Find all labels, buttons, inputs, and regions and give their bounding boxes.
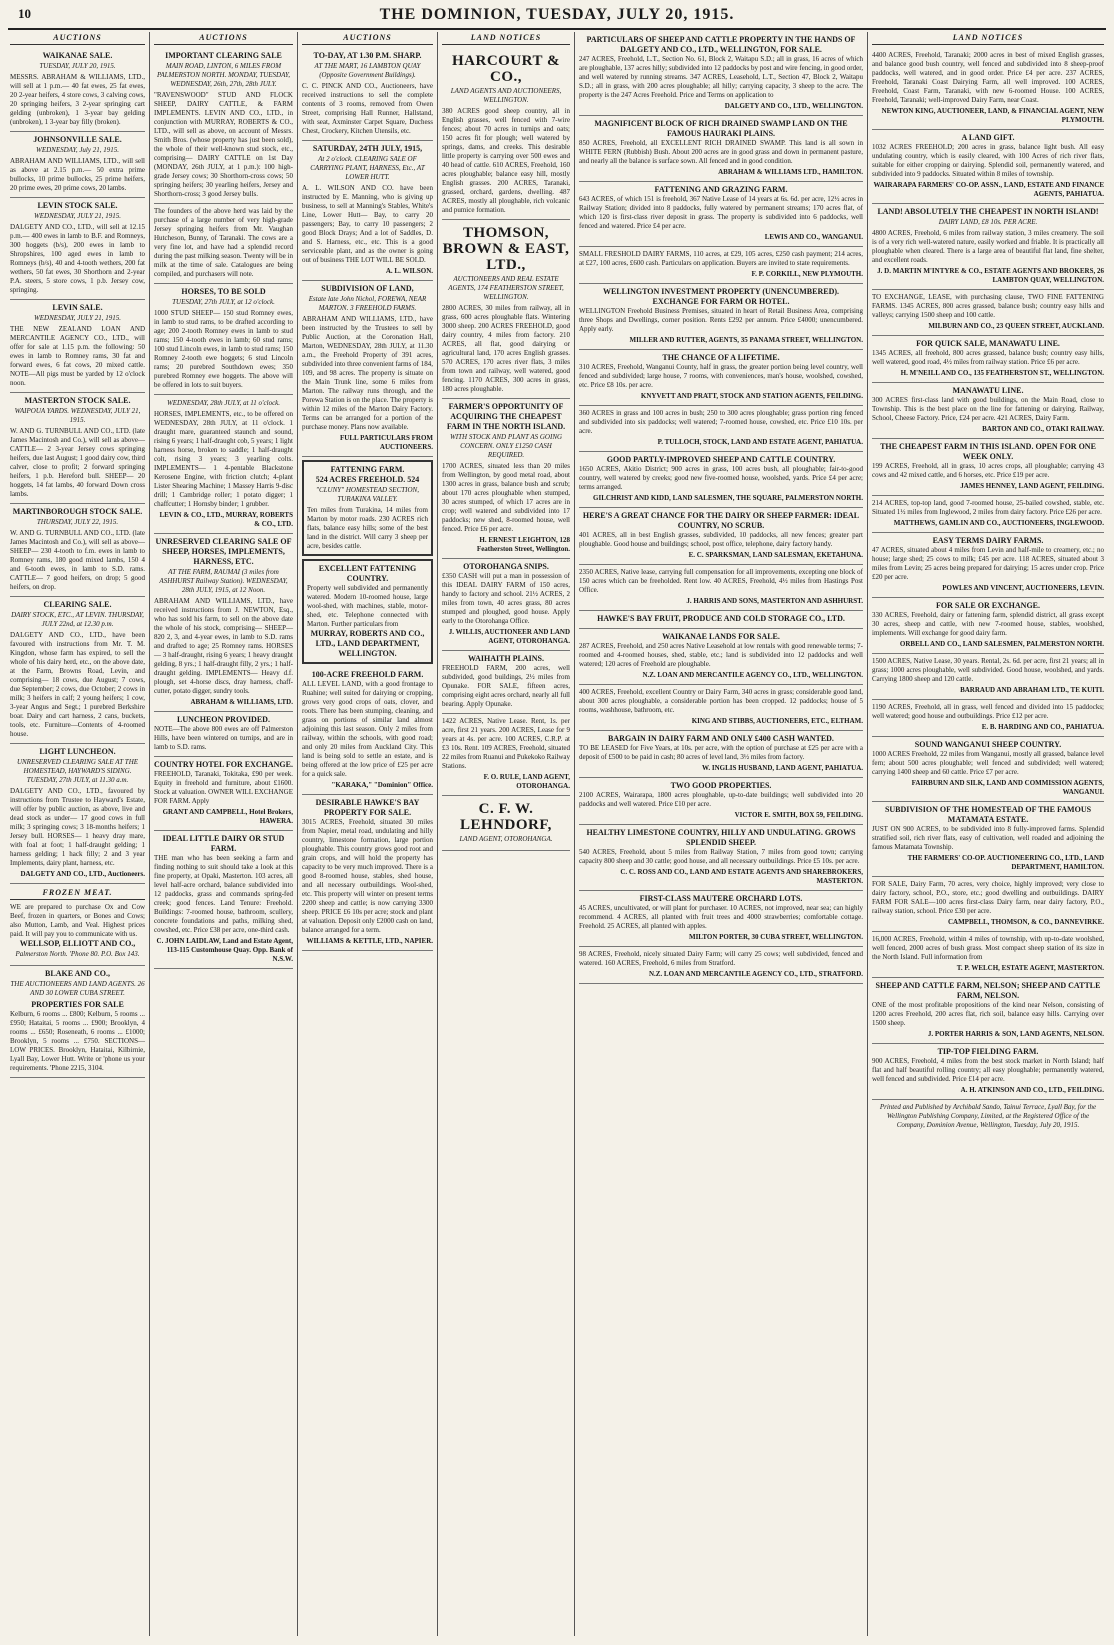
ad-body: W. AND G. TURNBULL AND CO., LTD. (late James Macintosh and Co.), will sell as above— CATTLE— 2 3-year Jersey cows springing heifers, due last August; 1 good dairy cow, third calver, close to profit; 2 forward springing heifers, 1 p.b. Hereford bull. SHEEP— 20 hoggets, 14 fat lambs, 40 forward Down cross lambs. — [10, 427, 145, 498]
advertisement — [579, 247, 863, 284]
ad-title: C. F. W. LEHNDORF, — [460, 801, 552, 833]
ad-signature: A. L. WILSON. — [385, 267, 433, 275]
ad-signature: MILTON PORTER, 30 CUBA STREET, WELLINGTON. — [688, 933, 863, 941]
ad-body: 380 ACRES good sheep country, all in English grasses, well fenced with 7-wire fences; about 70 acres in turnips and oats; 150 acres fit for plough; well watered by springs, dams, and creeks. This desirable little property is carrying over 500 ewes and 40 head of cattle. 610 ACRES, Freehold, 160 acres ploughable; balance easy hill, mostly English grasses. 200 ACRES, Taranaki, grassed, orchard, gardens, dwelling. 487 ACRES, mostly all ploughable, rich volcanic and pumice formation. — [442, 107, 570, 214]
ad-body: WE are prepared to purchase Ox and Cow Beef, frozen in quarters, or Bones and Cows; also Mutton, Lamb, and Veal. Highest prices paid. It will pay you to communicate with us. — [10, 903, 145, 938]
ad-signature: GRANT AND CAMPBELL, Hotel Brokers, HAWERA. — [162, 808, 293, 825]
ad-subtitle: AT THE MART, 16 LAMBTON QUAY (Opposite Government Buildings). — [314, 62, 421, 79]
ad-title: UNRESERVED CLEARING SALE OF SHEEP, HORSES, IMPLEMENTS, HARNESS, ETC. — [155, 537, 292, 566]
ad-signature: H. M'NEILL AND CO., 135 FEATHERSTON ST., WELLINGTON. — [900, 369, 1104, 377]
ad-signature: N.Z. LOAN AND MERCANTILE AGENCY CO., LTD., WELLINGTON. — [642, 671, 863, 679]
ad-body: 3015 ACRES, Freehold, situated 30 miles from Napier, metal road, undulating and hilly country, limestone formation, large portion ploughable. This country grows good root and grain crops, and will hold the property has capacity to be very much improved. There is a good 8-roomed house, stables, shed house, and all necessary outbuildings. Wool-shed, etc. This property will winter on present terms 2200 sheep and cattle; is now carrying 3300 sheep. PRICE £6 10s per acre; stock and plant at valuation. Deposit only £2000 cash on land, balance arranged for a term. — [302, 818, 433, 934]
ad-title: SATURDAY, 24TH JULY, 1915, — [312, 144, 423, 153]
column-heading: AUCTIONS — [10, 32, 145, 45]
ad-title: FATTENING AND GRAZING FARM. — [654, 185, 788, 194]
ad-signature: DALGETY AND CO., LTD., Auctioneers. — [20, 870, 145, 878]
ad-title: WELLINGTON INVESTMENT PROPERTY (UNENCUMBERED). EXCHANGE FOR FARM OR HOTEL. — [602, 287, 840, 306]
advertisement — [442, 714, 570, 796]
advertisement — [872, 737, 1104, 802]
ad-title: THOMSON, BROWN & EAST, LTD., — [442, 225, 570, 273]
ad-subtitle: LAND AGENTS AND AUCTIONEERS, WELLINGTON. — [450, 87, 562, 104]
ad-heading: PROPERTIES FOR SALE — [31, 1000, 124, 1009]
advertisement — [872, 978, 1104, 1044]
ad-body: ABRAHAM AND WILLIAMS, LTD., have been instructed by the Trustees to sell by Public Auction, at the Coronation Hall, Marton, WEDNESDAY, 28th JULY, at 11.30 a.m., the Freehold Property of 391 acres, subdivided into three convenient farms of 184, 109, and 98 acres. The property is situate on the Main Trunk line, some 6 miles from Marton. The railway runs through, and the Porewa Station is on the place. The property is within 12 miles of the Marton Dairy Factory. Terms can be arranged for a portion of the purchase money. Plans now available. — [302, 315, 433, 431]
ad-title: 100-ACRE FREEHOLD FARM. — [311, 670, 424, 679]
ad-subtitle: WEDNESDAY, 28th JULY, at 11 o'clock. — [166, 399, 281, 407]
ad-signature: KNYVETT AND PRATT, STOCK AND STATION AGENTS, FEILDING. — [640, 392, 863, 400]
printer-imprint: Printed and Published by Archibald Sando, Tainui Terrace, Lyall Bay, for the Wellington Publishing Company, Limited, at the Registered Office of the Company, Dominion Avenue, Wellington, Tuesday, July 20, 1915. — [879, 1103, 1097, 1129]
ad-signature: E. C. SPARKSMAN, LAND SALESMAN, EKETAHUNA. — [688, 551, 863, 559]
advertisement — [442, 220, 570, 399]
ad-title: MANAWATU LINE. — [952, 386, 1024, 395]
ad-signature: WAIRARAPA FARMERS' CO-OP. ASSN., LAND, ESTATE AND FINANCE AGENTS, PAHIATUA. — [873, 181, 1104, 198]
advertisement — [872, 700, 1104, 737]
ad-subtitle: WEDNESDAY, JULY 21, 1915. — [33, 212, 122, 220]
ad-signature: J. WILLIS, AUCTIONEER AND LAND AGENT, OTOROHANGA. — [448, 628, 570, 645]
advertisement — [872, 598, 1104, 654]
ad-title: SHEEP AND CATTLE FARM, NELSON; SHEEP AND CATTLE FARM, NELSON. — [875, 981, 1101, 1000]
ad-title: LUNCHEON PROVIDED. — [177, 715, 270, 724]
ad-address: Palmerston North. 'Phone 80. P.O. Box 143. — [15, 950, 140, 958]
ad-title: SUBDIVISION OF THE HOMESTEAD OF THE FAMOUS MATAMATA ESTATE. — [884, 805, 1092, 824]
ad-signature: P. TULLOCH, STOCK, LAND AND ESTATE AGENT, PAHIATUA. — [657, 438, 863, 446]
ad-body: 2800 ACRES, 30 miles from railway, all in grass, 600 acres ploughable flats. Wintering 3000 sheep. 200 ACRES FREEHOLD, good dairy country, 4 miles from factory. 210 ACRES, all flat, good dairying or agricultural land, 170 acres English grasses. 570 ACRES, 170 acres river flats, 3 miles from town and railway, well watered, good fencing. 1170 ACRES, 300 acres in grass, 180 acres ploughable. — [442, 304, 570, 393]
column-heading: LAND NOTICES — [872, 32, 1104, 45]
ad-title: BARGAIN IN DAIRY FARM AND ONLY £400 CASH WANTED. — [608, 734, 834, 743]
advertisement — [10, 884, 145, 966]
ad-signature: JAMES HENNEY, LAND AGENT, FEILDING. — [960, 482, 1104, 490]
advertisement — [154, 204, 293, 284]
ad-title: OTOROHANGA SNIPS. — [463, 562, 549, 571]
advertisement — [872, 204, 1104, 290]
ad-body: 310 ACRES, Freehold, Wanganui County, half in grass, the greater portion being level country, well fenced and subdivided; large house, 7 rooms, with conveniences, man's house, woolshed, cowshed, etc. Price £8 10s. per acre. — [579, 363, 863, 389]
ad-body: Property well subdivided and permanently watered. Modern 10-roomed house, large wool-shed, with machines, stable, motor-shed, etc. Telephone connected with Marton. Further particulars from — [307, 584, 428, 628]
ad-body: A. L. WILSON AND CO. have been instructed by E. Manning, who is giving up business, to sell at Manning's Stables, White's Line, Lower Hutt— Bay, to carry 20 passengers; Bay, to carry 10 passengers; 2 good Block Drays; And a lot of Saddles, D. and S. Harness, etc., etc. This is a good serviceable plant, and as the owner is going out of business THE LOT WILL BE SOLD. — [302, 184, 433, 264]
advertisement — [442, 399, 570, 559]
ad-body: 540 ACRES, Freehold, about 5 miles from Railway Station, 7 miles from good town; carrying capacity 800 sheep and 30 cattle; good house, and all necessary outbuildings. Price £5 10s. per acre. — [579, 848, 863, 865]
ad-title: SUBDIVISION OF LAND, — [321, 284, 414, 293]
ad-subtitle: THURSDAY, JULY 22, 1915. — [36, 518, 119, 526]
advertisement — [872, 654, 1104, 700]
ad-signature: MATTHEWS, GAMLIN AND CO., AUCTIONEERS, INGLEWOOD. — [893, 519, 1104, 527]
advertisement — [579, 284, 863, 350]
ad-body: SMALL FRESHOLD DAIRY FARMS, 110 acres, at £29, 105 acres, £250 cash payment; 214 acres, at £27, 100 acres, £600 cash. Particulars on application. Buyers are invited to state requirements. — [579, 250, 863, 267]
advertisement — [442, 559, 570, 651]
advertisement — [10, 597, 145, 744]
advertisement — [154, 284, 293, 395]
ad-body: 287 ACRES, Freehold, and 250 acres Native Leasehold at low rentals with good renewable terms; 7-roomed and 4-roomed houses, shed, stable, etc.; land is subdivided into 12 paddocks and well watered; 120 acres of Freehold are ploughable. — [579, 642, 863, 668]
ad-signature: T. P. WELCH, ESTATE AGENT, MASTERTON. — [956, 964, 1104, 972]
ad-title: CLEARING SALE. — [43, 600, 112, 609]
ad-title: FOR QUICK SALE, MANAWATU LINE. — [916, 339, 1060, 348]
advertisement — [579, 685, 863, 731]
ad-signature: ORBELL AND CO., LAND SALESMEN, PALMERSTON NORTH. — [899, 640, 1104, 648]
advertisement — [579, 452, 863, 508]
advertisement — [872, 383, 1104, 439]
ad-signature: F. O. RULE, LAND AGENT, OTOROHANGA. — [483, 773, 570, 790]
advertisement — [872, 1044, 1104, 1100]
ad-signature: MILLER AND RUTTER, AGENTS, 35 PANAMA STREET, WELLINGTON. — [629, 336, 863, 344]
ad-signature: ABRAHAM & WILLIAMS, LTD. — [190, 698, 293, 706]
ad-signature: NEWTON KING, AUCTIONEER, LAND, & FINANCIAL AGENT, NEW PLYMOUTH. — [881, 107, 1104, 124]
ad-body: 4400 ACRES, Freehold, Taranaki; 2000 acres in best of mixed English grasses, and balance good bush country, well fenced and subdivided into 8 sheep-proof paddocks, well watered, and in good order. Price £4 per acre. 237 ACRES, Freehold, Taranaki Coast Dairying Farm, all well improved. 100 ACRES, Freehold, Coast Farm, Taranaki, with new 6-roomed House. 100 ACRES, Freehold, Taranaki; well-improved Dairy Farm, near Coast. — [872, 51, 1104, 104]
ad-signature: DALGETY AND CO., LTD., WELLINGTON. — [724, 102, 863, 110]
ad-company: MURRAY, ROBERTS AND CO., LTD., LAND DEPARTMENT, WELLINGTON. — [310, 629, 425, 658]
ad-title: HORSES, TO BE SOLD — [181, 287, 266, 296]
ad-body: MESSRS. ABRAHAM & WILLIAMS, LTD., will sell at 1 p.m.— 40 fat ewes, 25 fat ewes, 20 2-year heifers, 4 store cows, 3 calving cows, 20 springing heifers, 3 2-year springing cart gelding (unbroken), 1 3-year bay gelding (unbroken), 1 3-year bay filly (broken). — [10, 73, 145, 126]
ad-subtitle: WEDNESDAY, July 21, 1915. — [36, 146, 119, 154]
ad-signature: "KARAKA," "Dominion" Office. — [331, 781, 433, 789]
advertisement — [302, 141, 433, 281]
advertisement — [302, 281, 433, 457]
ad-body: TO BE LEASED for Five Years, at 10s. per acre, with the option of purchase at £25 per acre with a deposit of £500 to be paid in cash; 80 acres of level land, 3½ miles from factory. — [579, 744, 863, 761]
advertisement — [154, 534, 293, 712]
advertisement — [872, 877, 1104, 932]
advertisement — [872, 802, 1104, 877]
ad-signature: BARRAUD AND ABRAHAM LTD., TE KUITI. — [960, 686, 1104, 694]
ad-body: 45 ACRES, uncultivated, or will plant for purchaser. 10 ACRES, not improved, near sea; can highly recommend. 4 ACRES, all planted with fruit trees and 4000 strawberries; comfortable cottage. Freehold. 25 ACRES, all planted with apples. — [579, 904, 863, 930]
ad-body: 1422 ACRES, Native Lease. Rent, 1s. per acre, first 21 years. 200 ACRES, Lease for 9 years at 4s. per acre. 100 ACRES, C.R.P. at £3 10s. Rent. 109 ACRES, Freehold, situated 22 miles from Ruanui and Pukekoko Railway Stations. — [442, 717, 570, 770]
ad-title: FARMER'S OPPORTUNITY OF ACQUIRING THE CHEAPEST FARM IN THE NORTH ISLAND. — [446, 402, 566, 431]
ad-body: 2100 ACRES, Wairarapa, 1800 acres ploughable, up-to-date buildings; well subdivided into 20 paddocks and well watered. Price £10 per acre. — [579, 791, 863, 808]
ad-body: ABRAHAM AND WILLIAMS, LTD., will sell as above at 2.15 p.m.— 50 extra prime bullocks, 10 prime bullocks, 25 prime heifers, 20 prime ewes, 20 prime cows, 20 lambs. — [10, 157, 145, 192]
ad-signature: KING AND STIBBS, AUCTIONEERS, ETC., ELTHAM. — [691, 717, 863, 725]
advertisement — [872, 932, 1104, 978]
advertisement — [302, 48, 433, 141]
masthead-rule — [8, 28, 1106, 30]
advertisement — [579, 778, 863, 825]
ad-signature: J. PORTER HARRIS & SON, LAND AGENTS, NELSON. — [927, 1030, 1104, 1038]
ad-body: 1500 ACRES, Native Lease, 30 years. Rental, 2s. 6d. per acre, first 21 years; all in grass; 1000 acres ploughable, well subdivided. Good house, woolshed, and yards. Carrying 1800 sheep and 120 cattle. — [872, 657, 1104, 683]
ad-title: LEVIN STOCK SALE. — [37, 201, 118, 210]
ad-body: 1190 ACRES, Freehold, all in grass, well fenced and divided into 15 paddocks; well watered; good house and outbuildings. Price £12 per acre. — [872, 703, 1104, 720]
ad-subtitle: MAIN ROAD, LINTON, 6 MILES FROM PALMERSTON NORTH. MONDAY, TUESDAY, WEDNESDAY, 26th, 27th, 28th JULY. — [156, 62, 291, 88]
newspaper-column — [6, 32, 150, 1636]
advertisement — [872, 336, 1104, 383]
advertisement — [872, 130, 1104, 204]
ad-title: IMPORTANT CLEARING SALE — [165, 51, 282, 60]
ad-body: FOR SALE, Dairy Farm, 70 acres, very choice, highly improved; very close to dairy factory, school, P.O., store, etc.; good dwelling and outbuildings. DAIRY FARM FOR SALE—100 acres first-class Dairy farm, near dairy factory, P.O., railway station, school. Price £30 per acre. — [872, 880, 1104, 915]
ad-title: WAIHAITH PLAINS. — [467, 654, 544, 663]
ad-signature: J. D. MARTIN M'INTYRE & CO., ESTATE AGENTS AND BROKERS, 26 LAMBTON QUAY, WELLINGTON. — [877, 267, 1104, 284]
ad-body: 1032 ACRES FREEHOLD; 200 acres in grass, balance light bush. All easy undulating country, which is easily cleared, with 100 Acres of rich river flats, suitable for either cropping or dairying. Splendid soil, permanently watered, and subdivided into 9 paddocks. Situated within 8 miles of township. — [872, 143, 1104, 178]
ad-body: £350 CASH will put a man in possession of this IDEAL DAIRY FARM of 150 acres, handy to factory and school. 21½ ACRES, 2 miles from town, 40 acres grass, 80 acres stumped and ploughed, good house. Apply early to the Otorohanga Office. — [442, 572, 570, 625]
ad-subtitle: Estate late John Nichol, FOREWA, NEAR MARTON. 3 FREEHOLD FARMS. — [308, 295, 427, 312]
ad-body: Kelburn, 6 rooms ... £800; Kelburn, 5 rooms ... £950; Hataitai, 5 rooms ... £900; Brooklyn, 4 rooms ... £650; Roseneath, 6 rooms ... £1000; Brooklyn, 5 rooms ... £750. SECTIONS—LOW PRICES. Brooklyn, Hataitai, Kilbirnie, Lyall Bay, Lower Hutt. Write or 'phone us your requirements. 'Phone 2215, 3104. — [10, 1010, 145, 1072]
advertisement — [10, 132, 145, 198]
ad-title: LEVIN SALE. — [52, 303, 103, 312]
ad-signature: J. HARRIS AND SONS, MASTERTON AND ASHHURST. — [686, 597, 863, 605]
masthead — [0, 0, 1114, 30]
advertisement — [579, 629, 863, 685]
advertisement — [872, 496, 1104, 533]
boxed-advertisement — [302, 559, 433, 664]
advertisement — [10, 198, 145, 300]
ad-body: WELLINGTON Freehold Business Premises, situated in heart of Retail Business Area, comprising three Shops and Dwellings, corner position. Rents £292 per annum. Price £4000; unencumbered. Apply early. — [579, 307, 863, 333]
advertisement — [10, 300, 145, 393]
ad-title: SOUND WANGANUI SHEEP COUNTRY. — [914, 740, 1062, 749]
ad-title: JOHNSONVILLE SALE. — [33, 135, 122, 144]
advertisement — [10, 393, 145, 504]
column-heading: AUCTIONS — [302, 32, 433, 45]
ad-signature: VICTOR E. SMITH, BOX 59, FEILDING. — [734, 811, 863, 819]
ad-body: 900 ACRES, Freehold, 4 miles from the best stock market in North Island; half flat and half beautiful rolling country; all easy ploughable; permanently watered, well fenced and subdivided. Price £14 per acre. — [872, 1057, 1104, 1083]
advertisement — [579, 116, 863, 182]
ad-body: 401 ACRES, all in best English grasses, subdivided, 10 paddocks, all new fences; greater part ploughable. Good house and buildings; school, post office, telephone, dairy factory handy. — [579, 531, 863, 548]
ad-body: 1700 ACRES, situated less than 20 miles from Wellington, by good metal road, about 1300 acres in grass, balance bush and scrub; about 170 acres ploughable when stumped, 30 acres stumped, of which 17 acres are in crop; well watered and subdivided into 17 paddocks; new shed, 8-roomed house, well fenced. Price £6 per acre. — [442, 462, 570, 533]
advertisement — [579, 32, 863, 116]
ad-body: C. C. PINCK AND CO., Auctioneers, have received instructions to sell the complete contents of 3 rooms, removed from Owen Street, comprising Hall Runner, Hallstand, with seat, Axminster Carpet Square, Duchess Chest, Crockery, Kitchen Utensils, etc. — [302, 82, 433, 135]
ad-body: DALGETY AND CO., LTD., have been favoured with instructions from Mr. T. M. Kingdon, whose farm has expired, to sell the whole of his dairy herd, etc., on the above date, at the Farm, Browns Road, Levin, and comprising— 18 cows, due August; 7 cows, due September; 2 cows, due October; 2 cows in milk; 3 heifers in calf; 2 young heifers; 1 cow, 3-year Angus and Segt.; 1 purebred Berkshire boar. Dairy and cart harness, 2 cans, buckets, tools, etc. Furniture—Contents of 4-roomed house. — [10, 631, 145, 738]
ad-body: W. AND G. TURNBULL AND CO., LTD. (late James Macintosh and Co.), will sell as above— SHEEP— 230 4-tooth to f.m. ewes in lamb to Romney rams, 180 good mixed lambs, 150 4 and 6-tooth ewes, in lamb to S.D. rams. CATTLE— 7 good heifers, on drop; 5 good heifers, on drop. — [10, 529, 145, 591]
ad-signature: ABRAHAM & WILLIAMS LTD., HAMILTON. — [718, 168, 863, 176]
advertisement — [442, 651, 570, 714]
ad-body: 643 ACRES, of which 151 is freehold, 367 Native Lease of 14 years at 6s. 6d. per acre, 12½ acres in Railway Station; divided into 8 paddocks, fully watered by permanent streams; 170 acres flat, of which 120 is first-class river deposit in grass. The property is subdivided into 6 paddocks, well fenced and watered. Price £4 per acre. — [579, 195, 863, 230]
ad-signature: LEWIS AND CO., WANGANUI. — [764, 233, 863, 241]
ad-signature: BARTON AND CO., OTAKI RAILWAY. — [982, 425, 1104, 433]
advertisement — [579, 891, 863, 947]
ad-body: 330 ACRES, Freehold, dairy or fattening farm, splendid district, all grass except 30 acres, sheep and cattle, with new 7-roomed house, stables, woolshed, implements. Will exchange for good dairy farm. — [872, 611, 1104, 637]
ad-title: LAND! ABSOLUTELY THE CHEAPEST IN NORTH ISLAND! — [877, 207, 1099, 216]
boxed-advertisement — [302, 460, 433, 556]
advertisement — [10, 48, 145, 132]
newspaper-column — [150, 32, 298, 1636]
ad-title: FATTENING FARM. — [330, 465, 405, 474]
advertisement — [154, 831, 293, 969]
ad-title: THE CHEAPEST FARM IN THIS ISLAND. OPEN FOR ONE WEEK ONLY. — [880, 442, 1096, 461]
ad-title: MARTINBOROUGH STOCK SALE. — [12, 507, 143, 516]
ad-body: 1000 ACRES Freehold, 22 miles from Wanganui, mostly all grassed, balance level fern; about 500 acres ploughable; well fenced and subdivided; well watered; carrying 1400 sheep and 60 cattle. Price £7 per acre. — [872, 750, 1104, 776]
ad-title: BLAKE AND CO., — [45, 969, 110, 978]
ad-title: FIRST-CLASS MAUTERE ORCHARD LOTS. — [639, 894, 803, 903]
ad-body: TO EXCHANGE, LEASE, with purchasing clause, TWO FINE FATTENING FARMS. 1345 ACRES, 800 acres grassed, balance bush; country easy hills and valleys; carrying 1500 sheep and 100 cattle. — [872, 293, 1104, 319]
advertisement — [872, 290, 1104, 336]
advertisement — [579, 731, 863, 778]
ad-title: A LAND GIFT. — [961, 133, 1015, 142]
ad-subtitle: LAND AGENT, OTOROHANGA. — [459, 835, 553, 843]
page-number: 10 — [18, 6, 31, 21]
ad-subtitle: "CLUNY" HOMESTEAD SECTION, TURAKINA VALLEY. — [316, 486, 419, 503]
ad-signature: MILBURN AND CO., 23 QUEEN STREET, AUCKLAND. — [928, 322, 1104, 330]
advertisement — [154, 48, 293, 204]
ad-body: 47 ACRES, situated about 4 miles from Levin and half-mile to creamery, etc.; no house; large shed; 25 cows to milk; £45 per acre. 118 ACRES, situated about 3 miles from Levin; 25 acres being prepared for dairying; 15 acres under crop. Price £20 per acre. — [872, 546, 1104, 581]
ad-title: TIP-TOP FIELDING FARM. — [937, 1047, 1039, 1056]
ad-title: COUNTRY HOTEL FOR EXCHANGE. — [154, 760, 293, 769]
ad-signature: POWLES AND VINCENT, AUCTIONEERS, LEVIN. — [942, 584, 1104, 592]
ad-title: IDEAL LITTLE DAIRY OR STUD FARM. — [162, 834, 285, 853]
ad-subtitle: AT THE FARM, RAUMAI (3 miles from ASHHURST Railway Station). WEDNESDAY, 28th JULY, 1915, at 12 Noon. — [159, 568, 288, 594]
ad-body: 300 ACRES first-class land with good buildings, on the Main Road, close to Township. This is the best place on the line for fattening or dairying. Railway, School, Cheese Factory. Price, £24 per acre. 421 ACRES, Dairy Farm. — [872, 396, 1104, 422]
ad-signature: N.Z. LOAN AND MERCANTILE AGENCY CO., LTD., STRATFORD. — [648, 970, 863, 978]
ad-body: 360 ACRES in grass and 100 acres in bush; 250 to 300 acres ploughable; grass portion ring fenced and subdivided into six paddocks; well watered; 7-roomed house, cowshed, etc. Price £10 10s. per acre. — [579, 409, 863, 435]
ad-title: THE CHANCE OF A LIFETIME. — [662, 353, 780, 362]
ad-subtitle: THE AUCTIONEERS AND LAND AGENTS. 26 AND 30 LOWER CUBA STREET. — [10, 980, 145, 997]
ad-title: EXCELLENT FATTENING COUNTRY. — [318, 564, 417, 583]
ad-body: The founders of the above herd was laid by the purchase of a large number of very high-grade Jersey springing heifers from Mr. Vaughan Hutcheson, Bunny, of Taranaki. The cows are a very fine lot, and have had a splendid record during the past milking season. Twenty will be in milk at the time of sale. Catalogues are being compiled, and purchasers will note. — [154, 207, 293, 278]
ad-body: 98 ACRES, Freehold, nicely situated Dairy Farm; will carry 25 cows; well subdivided, fenced and watered. 160 ACRES, Freehold, 6 miles from Stratford. — [579, 950, 863, 967]
ad-subtitle: WEDNESDAY, JULY 21, 1915. — [33, 314, 122, 322]
ad-signature: LEVIN & CO., LTD., MURRAY, ROBERTS & CO., LTD. — [159, 511, 293, 528]
advertisement — [10, 504, 145, 597]
ad-subtitle: UNRESERVED CLEARING SALE AT THE HOMESTEAD, HAYWARD'S SIDING. TUESDAY, 27th JULY, at 11.30 a.m. — [16, 758, 139, 784]
newspaper-column — [575, 32, 868, 1636]
section-heading: FROZEN MEAT. — [10, 887, 145, 900]
ad-title: TWO GOOD PROPERTIES. — [670, 781, 772, 790]
ad-title: HAWKE'S BAY FRUIT, PRODUCE AND COLD STORAGE CO., LTD. — [597, 614, 845, 623]
ad-title: WAIKANAE SALE. — [42, 51, 113, 60]
ad-title: HEALTHY LIMESTONE COUNTRY, HILLY AND UNDULATING. GROWS SPLENDID SHEEP. — [586, 828, 856, 847]
ad-body: HORSES, IMPLEMENTS, etc., to be offered on WEDNESDAY, 28th JULY, at 11 o'clock. 1 draught mare, guaranteed staunch and sound, rising 6 years; 1 half-draught cob, 5 years; 1 light harness horse, broken to saddle; 1 half-draught colt, rising 3 years; 3 yearling colts. IMPLEMENTS— 1 4-pentable Blackstone Kerosene Engine, with friction clutch; 4-plant Lister Shearing Machine; 1 Massey Harris 9-disc drill; 1 Cambridge roller; 1 potato digger; 1 chaffcutter; 1 Hornsby binder; 1 grubber. — [154, 410, 293, 508]
newspaper-column — [298, 32, 438, 1636]
ad-subtitle: DAIRY STOCK, ETC., AT LEVIN. THURSDAY, JULY 22nd, at 12.30 p.m. — [11, 611, 144, 628]
advertisement — [579, 406, 863, 452]
ad-body: "RAVENSWOOD" STUD AND FLOCK SHEEP, DAIRY CATTLE, & FARM IMPLEMENTS. LEVIN AND CO., LTD., in conjunction with MURRAY, ROBERTS & CO., LTD., will sell as above, on account of Messrs. Smith Bros. (whose property has just been sold), the whole of their well-known stud stock, etc., comprising— DAIRY CATTLE on 1st Day (MONDAY, 26th JULY, at 1 p.m.): 100 high-grade Jersey cows; 30 Shorthorn-cross cows; 50 springing heifers; 30 yearling heifers, Jersey and Shorthorn-cross; 3 good Jersey bulls. — [154, 91, 293, 198]
ad-body: 400 ACRES, Freehold, excellent Country or Dairy Farm, 340 acres in grass; considerable good land, about 300 acres ploughable, a considerable portion has been cropped. 12 paddocks; house of 5 rooms, washhouse, bathroom, etc. — [579, 688, 863, 714]
ad-body: 199 ACRES, Freehold, all in grass, 10 acres crops, all ploughable; carrying 43 cows and 42 mixed cattle, and 6 horses, etc. Price £19 per acre. — [872, 462, 1104, 479]
ad-body: ABRAHAM AND WILLIAMS, LTD., have received instructions from J. NEWTON, Esq., who has sold his farm, to sell on the above date the whole of his stock, comprising— SHEEP— 820 2, 3, and 4-year ewes, in lamb to S.D. rams and drafted to age; 25 Romney rams. HORSES— 3 half-draught, rising 6 years; 1 heavy draught gelding, 8 yrs.; 1 half-draught filly, 2 yrs.; 1 half-draught gelding. IMPLEMENTS— Heavy d.f. plough, set 4-horse discs, dray harness, chaff-cutter, potato digger, sundry tools. — [154, 597, 293, 695]
ad-body: JUST ON 900 ACRES, to be subdivided into 8 fully-improved farms. Splendid stratified soil, rich river flats, easy of cultivation, well roaded and adjoining the famous Matamata Township. — [872, 825, 1104, 851]
ad-body: ONE of the most profitable propositions of the kind near Nelson, consisting of 1200 acres Freehold, 200 acres flat, rich soil, balance easy hills. Carrying over 1500 sheep. — [872, 1001, 1104, 1027]
newspaper-column — [438, 32, 575, 1636]
ad-subtitle: TUESDAY, 27th JULY, at 12 o'clock. — [172, 298, 275, 306]
advertisement — [872, 439, 1104, 496]
ad-signature: C. C. ROSS AND CO., LAND AND ESTATE AGENTS AND SHAREBROKERS, MASTERTON. — [620, 868, 863, 885]
ad-title: WAIKANAE LANDS FOR SALE. — [662, 632, 780, 641]
ad-body: 2350 ACRES, Native lease, carrying full compensation for all improvements, excepting one block of 150 acres which can be freeholded. Rent low. 40 ACRES, Freehold, 4½ miles from Hastings Post Office. — [579, 568, 863, 594]
advertisement — [442, 796, 570, 851]
ad-body: FREEHOLD, Taranaki, Tokitaka, £90 per week. Equity in freehold and furniture, about £1600. Stock at valuation. OWNER WILL EXCHANGE FOR FARM. Apply — [154, 770, 293, 805]
ad-signature: CAMPBELL, THOMSON, & CO., DANNEVIRKE. — [947, 918, 1104, 926]
ad-body: 1000 STUD SHEEP— 150 stud Romney ewes, in lamb to stud rams, to be drafted according to age; 200 2-tooth Romney ewes in lamb to stud rams; 150 4-tooth ewes in lamb; 60 stud rams; 100 stud Lincoln ewes, in lamb to stud rams; 150 Romney 2-tooth ewe hoggets; 6 stud Lincoln rams; 20 purebred Southdown ewes; 350 purebred Romney ewe hoggets. The above will be offered in lots to suit buyers. — [154, 309, 293, 389]
advertisement — [579, 182, 863, 247]
advertisement — [154, 395, 293, 534]
ad-body: DALGETY AND CO., LTD., will sell at 12.15 p.m.— 400 ewes in lamb to B.F. and Romneys, 300 hoggets (b/s), 200 ewes in lamb to Shropshires, 100 aged ewes in lamb to Romneys (b/s), 40 and 4-tooth wethers, 200 fat wethers, 50 fat ewes, 30 Shorthorn and 2-year P.A. steers, 5 store cows, 1 p.b. Jersey cow, springing. — [10, 223, 145, 294]
ad-signature: H. ERNEST LEIGHTON, 128 Featherston Street, Wellington. — [476, 536, 570, 553]
ad-title: MASTERTON STOCK SALE. — [24, 396, 131, 405]
ad-title: FOR SALE OR EXCHANGE. — [935, 601, 1040, 610]
ad-subtitle: At 2 o'clock. CLEARING SALE OF CARRYING PLANT, HARNESS, Etc., AT LOWER HUTT. — [310, 155, 425, 181]
ad-title: GOOD PARTLY-IMPROVED SHEEP AND CATTLE COUNTRY. — [606, 455, 836, 464]
ad-title: LIGHT LUNCHEON. — [39, 747, 116, 756]
ad-headline: 524 ACRES FREEHOLD. 524 — [315, 475, 420, 484]
advertisement — [302, 667, 433, 795]
ad-body: 1650 ACRES, Akitio District; 900 acres in grass, 100 acres bush, all ploughable; fair-to-good country, well watered by creeks; good new five-roomed house, woolshed, yards. Price £4 per acre; terms arranged. — [579, 465, 863, 491]
advertisement — [154, 712, 293, 757]
column-heading: AUCTIONS — [154, 32, 293, 45]
advertisement — [10, 744, 145, 884]
newspaper-title: THE DOMINION, TUESDAY, JULY 20, 1915. — [379, 6, 735, 23]
ad-signature: GILCHRIST AND KIDD, LAND SALESMEN, THE SQUARE, PALMERSTON NORTH. — [593, 494, 863, 502]
ad-body: DALGETY AND CO., LTD., favoured by instructions from Trustee to Hayward's Estate, will offer by public auction, as above, live and dead stock as under— 17 good cows in full milk; 3 springing cows; 3 18-months heifers; 1 Jersey bull. HORSES— 1 heavy dray mare, with foal at foot; 1 half-draught gelding; 1 harness gelding; 1 hack filly; 2 and 3 year Implements, dairy plant, harness, etc. — [10, 787, 145, 867]
ad-title: HERE'S A GREAT CHANCE FOR THE DAIRY OR SHEEP FARMER: IDEAL COUNTRY, NO SCRUB. — [582, 511, 860, 530]
ad-signature: F. P. CORKILL, NEW PLYMOUTH. — [751, 270, 863, 278]
ad-subtitle: WAIPOUA YARDS. WEDNESDAY, JULY 21, 1915. — [14, 407, 141, 424]
ad-title: DESIRABLE HAWKE'S BAY PROPERTY FOR SALE. — [315, 798, 420, 817]
advertisement — [872, 48, 1104, 130]
ad-signature: WILLIAMS & KETTLE, LTD., NAPIER. — [306, 937, 433, 945]
newspaper-column — [868, 32, 1108, 1636]
ad-signature: THE FARMERS' CO-OP. AUCTIONEERING CO., LTD., LAND DEPARTMENT, HAMILTON. — [907, 854, 1104, 871]
advertisement — [579, 825, 863, 891]
ad-subtitle: AUCTIONEERS AND REAL ESTATE AGENTS, 174 FEATHERSTON STREET, WELLINGTON. — [448, 275, 564, 301]
advertisement — [872, 533, 1104, 598]
advertisement — [579, 350, 863, 406]
ad-body: 247 ACRES, Freehold, L.T., Section No. 61, Block 2, Waitapu S.D.; all in grass, 16 acres of which are ploughable, 137 acres hilly; subdivided into 12 paddocks by post and wire fencing, in good order, and well watered by running streams. 347 ACRES, Leasehold, L.T., Section 47, Block 2, Waitapu S.D.; all in grass, with 200 acres ploughable; all hilly; carrying capacity, 3 sheep to the acre. The property is the 247 Acres Freehold. Price and Terms on application to — [579, 55, 863, 99]
advertisement — [579, 565, 863, 611]
ad-company: WELLSOP, ELLIOTT AND CO., — [19, 939, 136, 948]
advertisement — [579, 508, 863, 565]
ad-body: THE NEW ZEALAND LOAN AND MERCANTILE AGENCY CO., LTD., will offer for sale at 1.15 p.m. the following: 50 ewes in lamb to Romney rams, 30 fat and forward ewes, 6 fat cows, 20 mixed cattle. NOTE—All pigs must be yarded by 12 o'clock noon. — [10, 325, 145, 387]
ad-title: TO-DAY, AT 1.30 P.M. SHARP. — [313, 51, 422, 60]
ad-signature: C. JOHN LAIDLAW, Land and Estate Agent, 113-115 Customhouse Quay. Opp. Bank of N.S.W. — [156, 937, 293, 963]
ad-subtitle: TUESDAY, JULY 20, 1915. — [39, 62, 116, 70]
ad-body: 214 ACRES, top-top land, good 7-roomed house, 25-bailed cowshed, stable, etc. Situated 1½ miles from Inglewood, 2 miles from dairy factory. Price £26 per acre. — [872, 499, 1104, 516]
ad-subtitle: DAIRY LAND, £8 10s. PER ACRE. — [938, 218, 1038, 226]
ad-title: PARTICULARS OF SHEEP AND CATTLE PROPERTY IN THE HANDS OF DALGETY AND CO., LTD., WELLINGTON, FOR SALE. — [586, 35, 856, 54]
ad-signature: W. INGLIS HUSBAND, LAND AGENT, PAHIATUA. — [702, 764, 863, 772]
ad-title: EASY TERMS DAIRY FARMS. — [932, 536, 1044, 545]
ad-body: ALL LEVEL LAND, with a good frontage to Ruahine; well suited for dairying or cropping, grows very good crops of oats, clover, and roots. There has been stumping, cleaning, and grass on portions of similar land almost adjoining this last season. Only 2 miles from railway, within the schools, with good road; and only 20 miles from Auckland City. This land is being sold to settle an estate, and is being offered at the low price of £25 per acre for a quick sale. — [302, 680, 433, 778]
advertisement — [579, 611, 863, 629]
ad-body: NOTE—The above 800 ewes are off Palmerston Hills, have been wintered on turnips, and are in lamb to S.D. rams. — [154, 725, 293, 751]
advertisement — [154, 757, 293, 831]
advertisement — [442, 48, 570, 220]
ad-title: HARCOURT & CO., — [452, 53, 560, 85]
ad-signature: FAIRBURN AND SILK, LAND AND COMMISSION AGENTS, WANGANUI. — [911, 779, 1104, 796]
ad-signature: A. H. ATKINSON AND CO., LTD., FEILDING. — [960, 1086, 1104, 1094]
ad-signature: E. B. HARDING AND CO., PAHIATUA. — [981, 723, 1104, 731]
advertisement — [10, 966, 145, 1078]
ad-body: THE man who has been seeking a farm and finding nothing to suit should take a look at this fine property, at Opaki, Masterton. 103 acres, all level half-acre orchard, balance subdivided into 12 paddocks, grass and commands spring-fed creek; good fences. Land Tenure: Freehold. Buildings: 7-roomed house, bathroom, scullery, concrete foundations and paths, milking shed, cowshed, etc. Price £38 per acre, one-third cash. — [154, 854, 293, 934]
ad-body: 16,000 ACRES, Freehold, within 4 miles of township, with up-to-date woolshed, well fenced, 2000 acres of bush grass. Most compact sheep station of its size in the North Island. Full information from — [872, 935, 1104, 961]
ad-body: 1345 ACRES, all freehold, 800 acres grassed, balance bush; country easy hills, well watered, good road, 4½ miles from railway station. Price £6 per acre. — [872, 349, 1104, 366]
ad-body: 4800 ACRES, Freehold, 6 miles from railway station, 3 miles creamery. The soil is of a very rich well-watered nature, easily worked and friable. It is practically all ploughable when cleared. There is a large area of beautiful flat land, fine shelter, and excellent roads. — [872, 229, 1104, 264]
column-heading: LAND NOTICES — [442, 32, 570, 45]
ad-body: Ten miles from Turakina, 14 miles from Marton by motor roads. 230 ACRES rich flats, balance easy hills; some of the best land in the district. Will carry 3 sheep per acre, besides cattle. — [307, 506, 428, 550]
ad-subtitle: WITH STOCK AND PLANT AS GOING CONCERN. ONLY £1250 CASH REQUIRED. — [449, 433, 563, 459]
ad-body: FREEHOLD FARM, 200 acres, well subdivided, good buildings, 2½ miles from Opunake. FOR SALE, fifteen acres, comprising eight acres orchard, nearly all full bearing. Apply Opunake. — [442, 664, 570, 708]
advertisement — [579, 947, 863, 984]
ad-body: 850 ACRES, Freehold, all EXCELLENT RICH DRAINED SWAMP. This land is all sown in WHITE FERN (Rubbish) Bush. About 200 acres are in good grass and down in permanent pasture, and nearly all the balance is surface sown. All fenced and in good condition. — [579, 139, 863, 165]
advertisement — [302, 795, 433, 951]
ad-signature: FULL PARTICULARS FROM AUCTIONEERS. — [340, 434, 433, 451]
ad-title: MAGNIFICENT BLOCK OF RICH DRAINED SWAMP LAND ON THE FAMOUS HAURAKI PLAINS. — [594, 119, 848, 138]
